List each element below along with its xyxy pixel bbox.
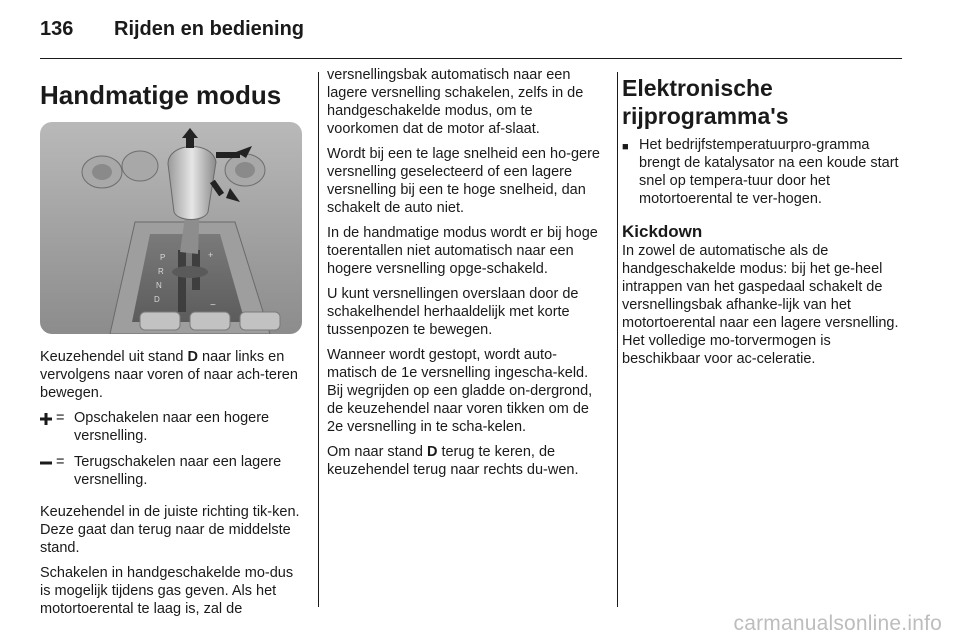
- heading-elektronische-rijprogrammas: Elektronische rijprogramma's: [622, 75, 789, 129]
- legend-upshift: [40, 409, 304, 445]
- paragraph-kickdown: In zowel de automatische als de handgeschakelde modus: bij het ge-heel intrappen van het gaspedaal schakelt de versnellingsbak afhanke-lijk van het motortoerental naar een lagere versnelling. Het volledige mo-torvermogen is beschikbaar voor ac-celeratie.: [622, 243, 899, 367]
- legend-text-downshift: Terugschakelen naar een lagere versnelling.: [74, 454, 282, 488]
- plus-icon: [40, 409, 56, 445]
- heading-kickdown: Kickdown: [622, 222, 703, 241]
- column-2: [327, 66, 603, 486]
- paragraph-lever-instruction: Keuzehendel uit stand D naar links en vervolgens naar voren of naar ach-teren bewegen.: [40, 349, 298, 401]
- svg-text:+: +: [208, 250, 214, 260]
- svg-text:N: N: [156, 281, 162, 290]
- svg-text:D: D: [154, 295, 160, 304]
- column-1: [40, 66, 304, 625]
- bullet-text: Het bedrijfstemperatuurpro-gramma brengt de katalysator na een koude start snel op tempera-tuur door het motortoerental te ver-hogen.: [639, 137, 899, 207]
- paragraph-return-to-d: Om naar stand D terug te keren, de keuzehendel terug naar rechts du-wen.: [327, 444, 579, 478]
- column-divider-1: [318, 72, 319, 607]
- svg-text:−: −: [210, 300, 216, 311]
- legend-equals: =: [56, 410, 65, 426]
- gear-selector-illustration: [40, 122, 302, 334]
- paragraph-manual-shifting: Schakelen in handgeschakelde mo-dus is mogelijk tijdens gas geven. Als het motortoerental te laag is, zal de: [40, 565, 294, 617]
- header-rule: [40, 58, 902, 59]
- heading-handmatige-modus: Handmatige modus: [40, 80, 282, 110]
- watermark: carmanualsonline.info: [733, 612, 942, 635]
- page-header: [40, 18, 304, 48]
- legend-equals: =: [56, 454, 65, 470]
- section-title: Rijden en bediening: [114, 18, 305, 40]
- svg-text:P: P: [160, 253, 166, 262]
- paragraph-auto-downshift: versnellingsbak automatisch naar een lagere versnelling schakelen, zelfs in de handgeschakelde modus, om te voorkomen dat de motor af-slaat.: [327, 67, 584, 137]
- column-divider-2: [617, 72, 618, 607]
- paragraph-wrong-gear: Wordt bij een te lage snelheid een ho-gere versnelling geselecteerd of een lagere versnelling bij een te hoge snelheid, dan schakelt de auto niet.: [327, 146, 601, 216]
- paragraph-tap-lever: Keuzehendel in de juiste richting tik-ken. Deze gaat dan terug naar de middelste stand.: [40, 504, 300, 556]
- bullet-square-icon: ■: [622, 141, 629, 153]
- list-item: [622, 136, 902, 208]
- paragraph-high-rpm: In de handmatige modus wordt er bij hoge toerentallen niet automatisch naar een hogere versnelling opge-schakeld.: [327, 225, 598, 277]
- minus-icon: [40, 453, 56, 489]
- legend-text-upshift: Opschakelen naar een hogere versnelling.: [74, 410, 270, 444]
- page-number: 136: [40, 18, 74, 40]
- legend-downshift: [40, 453, 304, 489]
- svg-text:R: R: [158, 267, 164, 276]
- paragraph-skip-gears: U kunt versnellingen overslaan door de schakelhendel herhaaldelijk met korte tussenpozen te bewegen.: [327, 286, 579, 338]
- paragraph-stopping: Wanneer wordt gestopt, wordt auto-matisch de 1e versnelling ingescha-keld. Bij wegrijden op een gladde on-dergrond, de keuzehendel naar voren tikken om de 2e versnelling in te scha-kelen.: [327, 347, 593, 435]
- column-3: [622, 66, 902, 375]
